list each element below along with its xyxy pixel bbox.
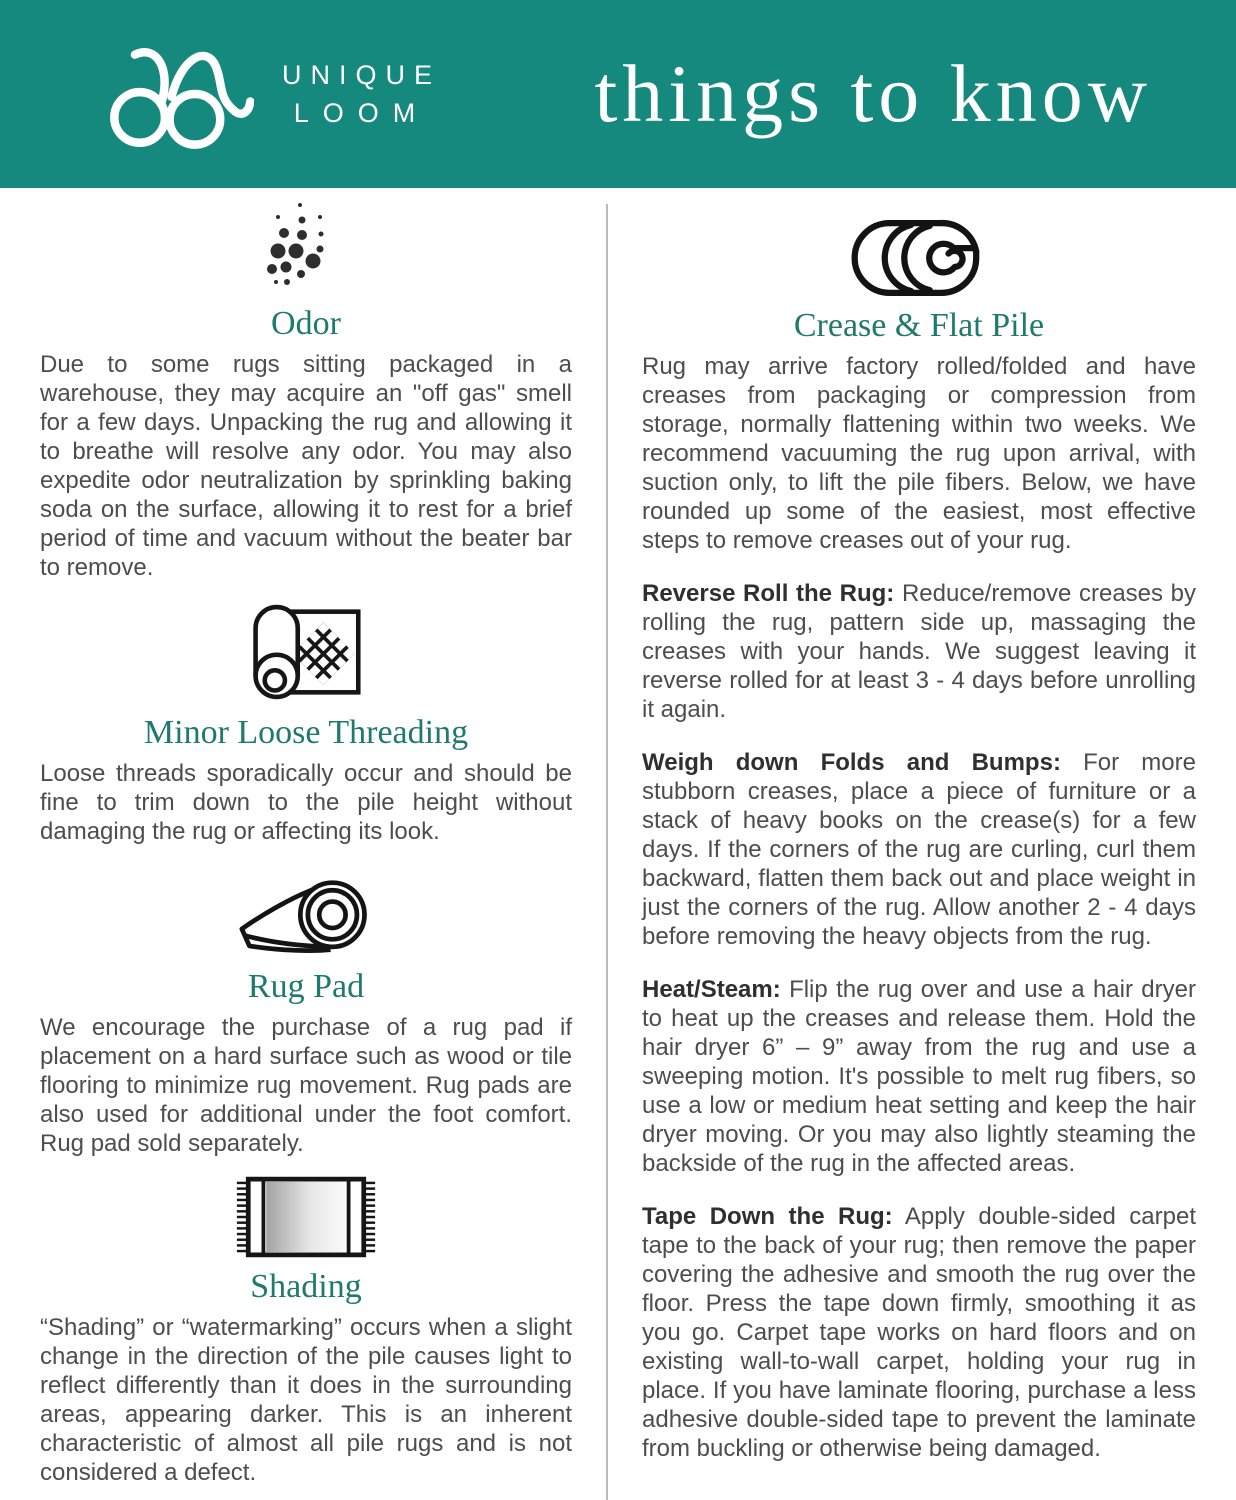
care-step — [642, 748, 1196, 951]
care-step — [642, 579, 1196, 724]
care-step — [642, 1202, 1196, 1463]
section-intro: Rug may arrive factory rolled/folded and have creases from packaging or compression from storage, normally flattening within two weeks. We recommend vacuuming the rug upon arrival, with suction only, to lift the pile fibers. Below, we have rounded up some of the easiest, most effective steps to remove creases out of your rug. — [642, 353, 1196, 554]
left-column — [40, 188, 572, 1500]
section-body: Loose threads sporadically occur and should be fine to trim down to the pile height without damaging the rug or affecting its look. — [40, 760, 572, 845]
section-title: Crease & Flat Pile — [793, 307, 1045, 344]
paragraph-label: Weigh down Folds and Bumps: — [642, 749, 1061, 776]
section-body: We encourage the purchase of a rug pad if placement on a hard surface such as wood or tile flooring to minimize rug movement. Rug pads are also used for additional under the foot comfort. Rug pad sold separately. — [40, 1014, 572, 1157]
column-divider — [606, 204, 608, 1500]
section-odor — [40, 196, 572, 582]
section-body: “Shading” or “watermarking” occurs when a slight change in the direction of the pile causes light to reflect differently than it does in the surrounding areas, appearing darker. This is an inherent characteristic of almost all pile rugs and is not considered a defect. — [40, 1314, 572, 1486]
care-step — [642, 975, 1196, 1178]
paragraph-label: Reverse Roll the Rug: — [642, 580, 895, 607]
section-rug-pad — [40, 861, 572, 1158]
brand-lockup — [104, 35, 441, 153]
section-title: Minor Loose Threading — [143, 714, 469, 751]
fringed-rug-shading-icon — [235, 1173, 377, 1261]
section-crease-flat-pile — [642, 216, 1196, 1463]
paragraph-text: Reduce/remove creases by rolling the rug, pattern side up, massaging the creases with your hands. We suggest leaving it reverse rolled for at least 3 - 4 days before unrolling it again. — [642, 580, 1197, 723]
paragraph-text: For more stubborn creases, place a piece of furniture or a stack of heavy books on the crease(s) for a few days. If the corners of the rug are curling, curl them backward, flatten them back out and place weight in just the corners of the rug. Allow another 2 - 4 days before removing the heavy objects from the rug. — [642, 749, 1196, 950]
paragraph-label: Tape Down the Rug: — [642, 1203, 893, 1230]
paragraph-label: Heat/Steam: — [642, 976, 781, 1003]
content-area — [0, 188, 1236, 1500]
page-title: things to know — [594, 48, 1152, 139]
right-column — [642, 188, 1196, 1500]
header-band — [0, 0, 1236, 188]
section-shading — [40, 1173, 572, 1487]
paragraph-text: Apply double-sided carpet tape to the back of your rug; then remove the paper covering the adhesive and smooth the rug over the floor. Press the tape down firmly, smoothing it as you go. Carpet tape works on hard floors and on existing wall-to-wall carpet, holding your rug in place. If you have laminate flooring, purchase a less adhesive double-sided tape to prevent the laminate from buckling or otherwise being damaged. — [642, 1203, 1197, 1462]
odor-dots-icon — [258, 196, 354, 298]
section-minor-loose-threading — [40, 597, 572, 846]
section-title: Shading — [250, 1268, 362, 1305]
section-body: Due to some rugs sitting packaged in a warehouse, they may acquire an "off gas" smell for a few days. Unpacking the rug and allowing it to breathe will resolve any odor. You may also expedite odor neutralization by sprinkling baking soda on the surface, allowing it to rest for a brief period of time and vacuum without the beater bar to remove. — [40, 351, 572, 581]
brand-line2: LOOM — [293, 97, 430, 128]
rug-pad-roll-icon — [230, 861, 382, 961]
section-title: Odor — [271, 305, 341, 342]
paragraph-text: Flip the rug over and use a hair dryer to heat up the creases and release them. Hold the hair dryer 6” – 9” away from the rug and use a sweeping motion. It's possible to melt rug fibers, so use a low or medium heat setting and keep the hair dryer moving. Or you may also lightly steaming the backside of the rug in the affected areas. — [642, 976, 1196, 1177]
brand-line1: UNIQUE — [282, 59, 442, 90]
rolled-rug-spiral-icon — [843, 216, 995, 300]
rolled-rug-crosshatch-icon — [246, 597, 366, 707]
brand-name — [282, 60, 441, 129]
section-title: Rug Pad — [247, 968, 365, 1005]
unique-loom-logo-icon — [104, 35, 254, 153]
